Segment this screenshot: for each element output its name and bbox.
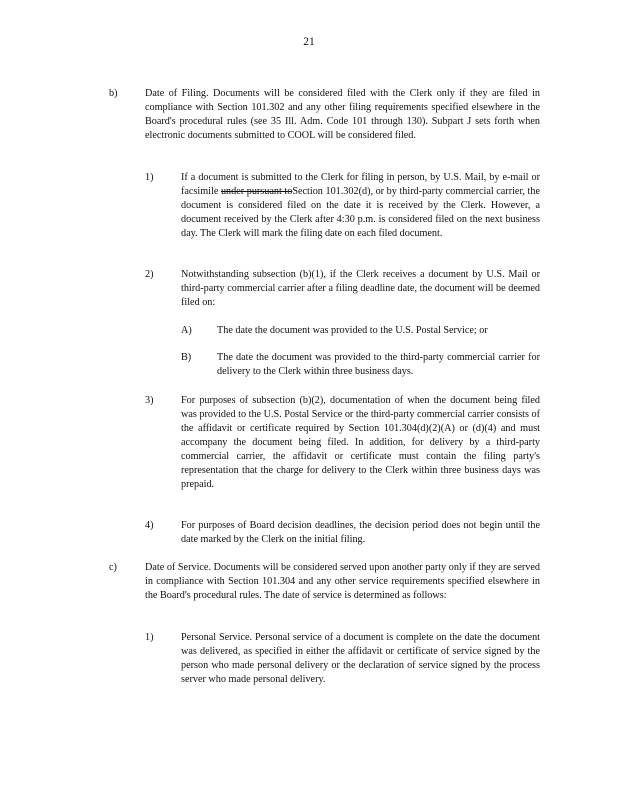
item-b2a-label: A) xyxy=(181,325,192,336)
section-c-text xyxy=(145,561,540,603)
item-b4-body: For purposes of Board decision deadlines, the decision period does not begin until the date marked by the Clerk on the initial filing. xyxy=(181,520,540,545)
page-number: 21 xyxy=(303,36,315,48)
item-b4-text xyxy=(181,519,540,547)
item-b2b-label: B) xyxy=(181,352,192,363)
item-b2a-body: The date the document was provided to the U.S. Postal Service; or xyxy=(217,325,488,336)
item-c1-label: 1) xyxy=(145,632,154,643)
section-b-text xyxy=(145,87,540,143)
section-c-label: c) xyxy=(109,562,117,573)
item-c1-body: Personal service of a document is complete on the date the document was delivered, as specified in either the affidavit or certificate of service signed by the person who made personal delivery or the declaration of service signed by the process server who made personal delivery. xyxy=(181,632,540,685)
item-b2b-text xyxy=(217,351,540,379)
section-b-label: b) xyxy=(109,88,118,99)
section-b-body: Documents will be considered filed with the Clerk only if they are filed in compliance with Section 101.302 and any other filing requirements specified elsewhere in the Board's procedural rules (see 35 Ill. Adm. Code 101 through 130). Subpart J sets forth when electronic documents submitted to COOL will be considered filed. xyxy=(145,88,540,141)
item-b2a-text xyxy=(217,324,540,338)
section-c-body: Documents will be considered served upon another party only if they are served in compliance with Section 101.304 and any other service requirements specified elsewhere in the Board's procedural rules. The date of service is determined as follows: xyxy=(145,562,541,601)
item-b1-text-before: If a document is submitted to the Clerk for filing in person, by U.S. Mail, by e-mail or facsimile xyxy=(181,172,540,197)
item-b2b-body: The date the document was provided to the third-party commercial carrier for delivery to the Clerk within three business days. xyxy=(217,352,540,377)
item-b1-label: 1) xyxy=(145,172,154,183)
item-b1-text xyxy=(181,171,540,241)
item-c1-heading: Personal Service. xyxy=(181,632,253,643)
item-b3-body: For purposes of subsection (b)(2), documentation of when the document being filed was provided to the U.S. Postal Service or the third-party commercial carrier consists of the affidavit or certificate required by Section 101.304(d)(2)(A) or (d)(4) and must accompany the document being filed. In addition, for delivery by a third-party commercial carrier, the affidavit or certificate must contain the filing party's representation that the charge for delivery to the Clerk within three business days was prepaid. xyxy=(181,395,541,490)
item-c1-text xyxy=(181,631,540,687)
section-b-heading: Date of Filing. xyxy=(145,88,209,99)
item-b4-label: 4) xyxy=(145,520,154,531)
item-b3-text xyxy=(181,394,540,492)
section-c-heading: Date of Service. xyxy=(145,562,211,573)
item-b2-body: Notwithstanding subsection (b)(1), if the Clerk receives a document by U.S. Mail or third-party commercial carrier after a filing deadline date, the document will be deemed filed on: xyxy=(181,269,540,308)
struck-text: under pursuant to xyxy=(220,186,293,197)
item-b1-text-after: Section 101.302(d), or by third-party commercial carrier, the document is considered filed on the date it is received by the Clerk. However, a document received by the Clerk after 4:30 p.m. is considered filed on the next business day. The Clerk will mark the filing date on each filed document. xyxy=(181,186,541,239)
item-b2-text xyxy=(181,268,540,310)
item-b2-label: 2) xyxy=(145,269,154,280)
item-b3-label: 3) xyxy=(145,395,154,406)
